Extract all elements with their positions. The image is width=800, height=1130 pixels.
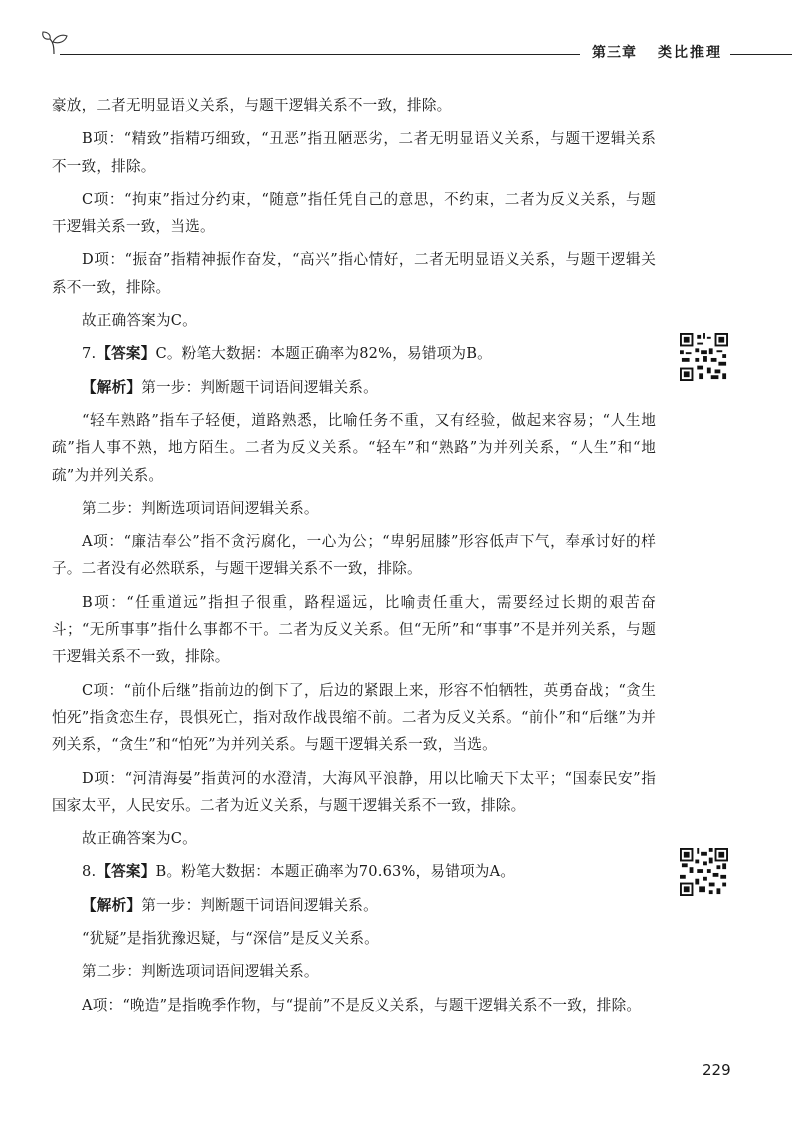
- answer-text: C。粉笔大数据：本题正确率为82%，易错项为B。: [155, 345, 492, 363]
- header-rule-right: [730, 54, 792, 55]
- paragraph: B项：“精致”指精巧细致，“丑恶”指丑陋恶劣，二者无明显语义关系，与题干逻辑关系不一致，排除。: [52, 130, 656, 175]
- body-text: [52, 92, 656, 1025]
- paragraph: 第二步：判断选项词语间逻辑关系。: [82, 963, 319, 981]
- analysis-tag: 【解析】: [82, 378, 142, 396]
- chapter-title: 第三章: [592, 45, 637, 61]
- question-number: 8.: [82, 863, 97, 881]
- paragraph: D项：“振奋”指精神振作奋发，“高兴”指心情好，二者无明显语义关系，与题干逻辑关系不一致，排除。: [52, 251, 656, 296]
- section-title: 类比推理: [658, 45, 722, 61]
- qr-code-icon[interactable]: [680, 333, 728, 381]
- analysis-line: [52, 374, 656, 401]
- paragraph: 第二步：判断选项词语间逻辑关系。: [82, 499, 319, 517]
- question-number: 7.: [82, 345, 97, 363]
- paragraph: 豪放，二者无明显语义关系，与题干逻辑关系不一致，排除。: [52, 97, 452, 114]
- answer-text: B。粉笔大数据：本题正确率为70.63%，易错项为A。: [155, 863, 516, 881]
- analysis-line: [52, 892, 656, 919]
- header-rule: [60, 54, 580, 55]
- paragraph: C项：“前仆后继”指前边的倒下了，后边的紧跟上来，形容不怕牺牲，英勇奋战；“贪生怕死”指贪恋生存，畏惧死亡，指对敌作战畏缩不前。二者为反义关系。“前仆”和“后继”为并列关系，“贪生”和“怕死”为并列关系。与题干逻辑关系一致，当选。: [52, 681, 656, 754]
- answer-tag: 【答案】: [96, 863, 156, 881]
- paragraph: D项：“河清海晏”指黄河的水澄清，大海风平浪静，用以比喻天下太平；“国泰民安”指国家太平，人民安乐。二者为近义关系，与题干逻辑关系不一致，排除。: [52, 769, 656, 814]
- page-number: 229: [702, 1061, 731, 1079]
- answer-tag: 【答案】: [96, 345, 156, 363]
- analysis-text: 第一步：判断题干词语间逻辑关系。: [141, 378, 378, 396]
- analysis-text: 第一步：判断题干词语间逻辑关系。: [141, 896, 378, 914]
- paragraph: “犹疑”是指犹豫迟疑，与“深信”是反义关系。: [82, 930, 379, 948]
- qr-code-icon[interactable]: [680, 848, 728, 896]
- paragraph: C项：“拘束”指过分约束，“随意”指任凭自己的意思，不约束，二者为反义关系，与题干逻辑关系一致，当选。: [52, 190, 656, 236]
- paragraph: A项：“廉洁奉公”指不贪污腐化，一心为公；“卑躬屈膝”形容低声下气，奉承讨好的样子。二者没有必然联系，与题干逻辑关系不一致，排除。: [52, 533, 656, 578]
- answer-line-8: [52, 858, 656, 885]
- paragraph: 故正确答案为C。: [82, 830, 197, 848]
- analysis-tag: 【解析】: [82, 896, 142, 914]
- paragraph: B项：“任重道远”指担子很重，路程遥远，比喻责任重大，需要经过长期的艰苦奋斗；“无所事事”指什么事都不干。二者为反义关系。但“无所”和“事事”不是并列关系，与题干逻辑关系不一致，排除。: [52, 593, 656, 666]
- paragraph: 故正确答案为C。: [82, 312, 197, 330]
- sprout-ornament-icon: [40, 30, 70, 56]
- paragraph: “轻车熟路”指车子轻便，道路熟悉，比喻任务不重，又有经验，做起来容易；“人生地疏”指人事不熟，地方陌生。二者为反义关系。“轻车”和“熟路”为并列关系，“人生”和“地疏”为并列关系。: [52, 411, 656, 484]
- answer-line-7: [52, 340, 656, 367]
- paragraph: A项：“晚造”是指晚季作物，与“提前”不是反义关系，与题干逻辑关系不一致，排除。: [82, 996, 642, 1014]
